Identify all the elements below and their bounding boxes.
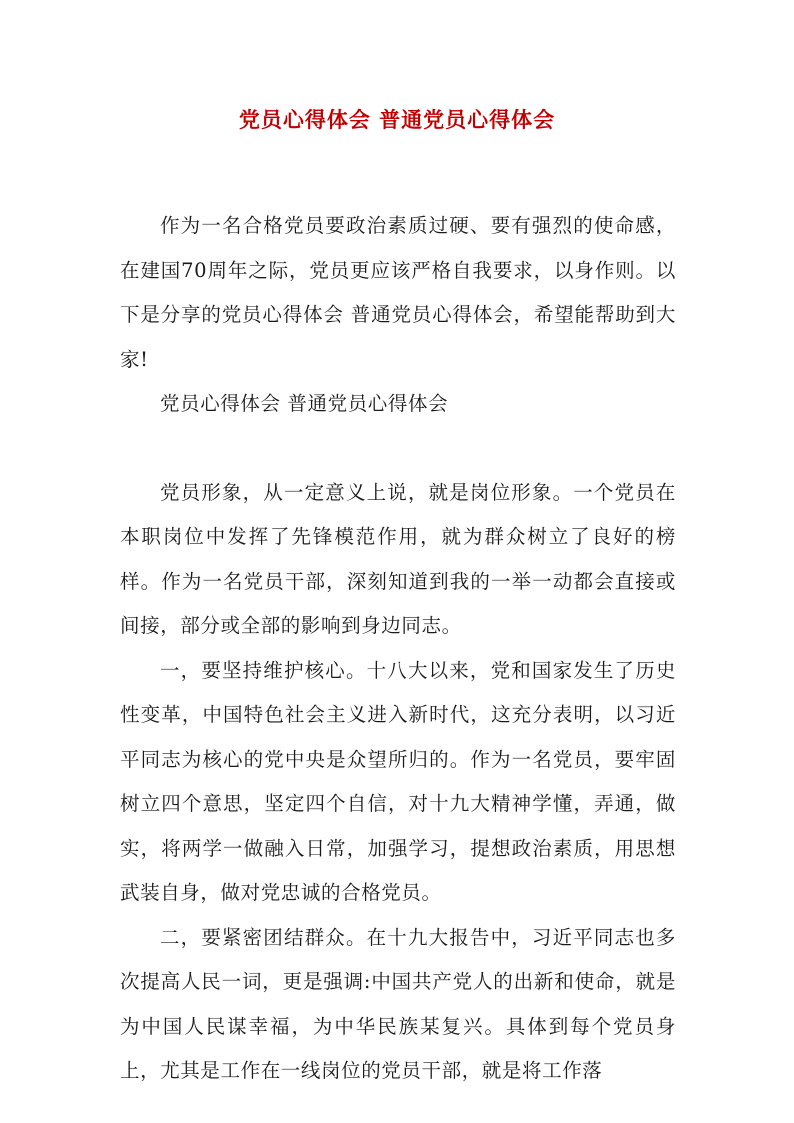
body-paragraph: 党员形象，从一定意义上说，就是岗位形象。一个党员在本职岗位中发挥了先锋模范作用，就为群众树立了良好的榜样。作为一名党员干部，深刻知道到我的一举一动都会直接或间接，部分或全部的影响到身边同志。 — [120, 480, 676, 637]
intro-paragraph: 作为一名合格党员要政治素质过硬、要有强烈的使命感，在建国70周年之际，党员更应该严格自我要求，以身作则。以下是分享的党员心得体会 普通党员心得体会，希望能帮助到大家! — [120, 214, 676, 371]
document-body — [120, 204, 676, 1094]
body-paragraph: 一，要坚持维护核心。十八大以来，党和国家发生了历史性变革，中国特色社会主义进入新时代，这充分表明，以习近平同志为核心的党中央是众望所归的。作为一名党员，要牢固树立四个意思，坚定四个自信，对十九大精神学懂，弄通，做实，将两学一做融入日常，加强学习，提想政治素质，用思想武装自身，做对党忠诚的合格党员。 — [120, 658, 676, 904]
section-heading: 党员心得体会 普通党员心得体会 — [160, 392, 449, 415]
document-title: 党员心得体会 普通党员心得体会 — [238, 107, 556, 132]
body-paragraph: 二，要紧密团结群众。在十九大报告中，习近平同志也多次提高人民一词，更是强调:中国共产党人的出新和使命，就是为中国人民谋幸福，为中华民族某复兴。具体到每个党员身上，尤其是工作在一线岗位的党员干部，就是将工作落 — [120, 925, 676, 1082]
